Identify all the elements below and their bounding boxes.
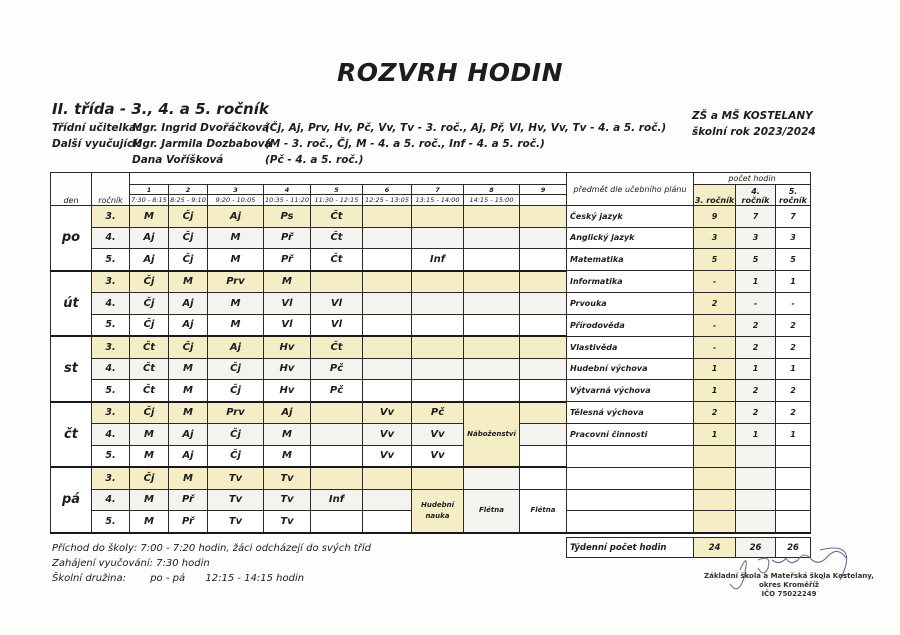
day-label: st <box>51 336 92 402</box>
lesson-cell <box>520 402 567 424</box>
grade-label: 3. <box>92 467 130 489</box>
period-number: 1 <box>130 185 169 195</box>
subject-count-5: 5 <box>776 249 811 271</box>
lesson-cell: Pč <box>311 358 363 380</box>
period-time: 8:25 - 9:10 <box>170 196 206 204</box>
lesson-cell: Hv <box>264 336 311 358</box>
lesson-cell: Čt <box>311 227 363 249</box>
timetable <box>50 172 811 534</box>
lesson-cell <box>412 206 464 228</box>
lesson-cell: Vv <box>363 402 412 424</box>
lesson-cell: Aj <box>264 402 311 424</box>
lesson-cell: M <box>264 424 311 446</box>
grade-label: 3. <box>92 402 130 424</box>
subject-count-5: - <box>776 293 811 315</box>
timetable-row <box>51 489 811 511</box>
lesson-cell <box>464 249 520 271</box>
subject-count-5: 2 <box>776 314 811 336</box>
club-time: 12:15 - 14:15 hodin <box>205 573 305 584</box>
lesson-cell <box>311 467 363 489</box>
merged-lesson: Flétna <box>520 489 567 533</box>
weekly-total-3: 24 <box>694 538 736 558</box>
lesson-cell: Čj <box>169 206 208 228</box>
stamp-line-1: Základní škola a Mateřská škola Kostelany, <box>704 572 874 580</box>
lesson-cell: Čj <box>130 402 169 424</box>
subject-count-4: 3 <box>736 227 776 249</box>
lesson-cell <box>520 293 567 315</box>
lesson-cell: Čj <box>169 227 208 249</box>
lesson-cell <box>412 380 464 402</box>
subject-count-4: - <box>736 293 776 315</box>
lesson-cell <box>464 227 520 249</box>
lesson-cell <box>412 336 464 358</box>
lesson-cell: Čj <box>208 424 264 446</box>
lesson-cell <box>464 380 520 402</box>
subject-count-4 <box>736 489 776 511</box>
staff-subjects-3: (Pč - 4. a 5. roč.) <box>265 154 364 166</box>
lesson-cell <box>520 424 567 446</box>
subject-count-5: 3 <box>776 227 811 249</box>
subject-name <box>567 445 694 467</box>
lesson-cell <box>464 314 520 336</box>
subject-count-3 <box>694 445 736 467</box>
footer-notes <box>52 541 371 586</box>
lesson-cell: Prv <box>208 271 264 293</box>
period-time: 11:30 - 12:15 <box>311 195 363 206</box>
class-title: II. třída - 3., 4. a 5. ročník <box>52 100 269 118</box>
count-col-header: 5. ročník <box>776 185 811 206</box>
lesson-cell: Prv <box>208 402 264 424</box>
subject-count-5 <box>776 467 811 489</box>
lesson-cell <box>412 358 464 380</box>
lesson-cell <box>464 271 520 293</box>
timetable-row <box>51 358 811 380</box>
lesson-cell: Vv <box>363 424 412 446</box>
lesson-cell <box>464 206 520 228</box>
staff-subjects-1: (Čj, Aj, Prv, Hv, Pč, Vv, Tv - 3. roč., Aj, Př, Vl, Hv, Vv, Tv - 4. a 5. roč.) <box>265 122 667 134</box>
lesson-cell: Hv <box>264 380 311 402</box>
lesson-cell <box>311 511 363 533</box>
school-year: školní rok 2023/2024 <box>692 126 816 138</box>
subject-count-3: 1 <box>694 358 736 380</box>
lesson-cell <box>311 271 363 293</box>
period-number: 8 <box>464 185 520 195</box>
lesson-cell <box>412 293 464 315</box>
subject-name: Vlastivěda <box>567 336 694 358</box>
subject-count-5: 2 <box>776 336 811 358</box>
lesson-cell: Aj <box>169 445 208 467</box>
lesson-cell <box>412 467 464 489</box>
subject-count-3 <box>694 511 736 533</box>
lesson-cell: Čj <box>208 358 264 380</box>
lesson-cell: M <box>169 402 208 424</box>
lesson-cell: Aj <box>208 206 264 228</box>
subject-count-3: - <box>694 336 736 358</box>
lesson-cell <box>464 336 520 358</box>
subject-count-5: 2 <box>776 402 811 424</box>
day-label: po <box>51 206 92 271</box>
lesson-cell: M <box>130 511 169 533</box>
lesson-cell: Tv <box>264 467 311 489</box>
lesson-cell: Čj <box>208 445 264 467</box>
grade-label: 3. <box>92 336 130 358</box>
period-number: 4 <box>264 185 311 195</box>
lesson-cell: Čj <box>208 380 264 402</box>
lesson-cell: Inf <box>412 249 464 271</box>
timetable-row <box>51 314 811 336</box>
subject-count-4: 5 <box>736 249 776 271</box>
lesson-cell: Tv <box>264 489 311 511</box>
lesson-cell <box>520 227 567 249</box>
lesson-cell: M <box>264 271 311 293</box>
lesson-cell <box>520 467 567 489</box>
grade-label: 5. <box>92 511 130 533</box>
period-time <box>520 195 567 206</box>
merged-lesson: Hudební nauka <box>412 489 464 533</box>
lesson-cell <box>311 402 363 424</box>
subject-name: Přírodověda <box>567 314 694 336</box>
lesson-cell: Aj <box>169 293 208 315</box>
lesson-cell <box>520 445 567 467</box>
period-number: 2 <box>169 185 208 195</box>
grade-label: 5. <box>92 249 130 271</box>
subject-count-4 <box>736 445 776 467</box>
timetable-row <box>51 445 811 467</box>
timetable-row <box>51 227 811 249</box>
subject-name: Tělesná výchova <box>567 402 694 424</box>
lesson-cell: Vv <box>412 445 464 467</box>
merged-lesson: Flétna <box>464 489 520 533</box>
timetable-row <box>51 271 811 293</box>
subject-name: Prvouka <box>567 293 694 315</box>
lesson-cell: Čt <box>311 249 363 271</box>
lesson-cell <box>520 271 567 293</box>
lesson-cell: M <box>130 489 169 511</box>
lesson-cell: M <box>169 467 208 489</box>
weekly-total-4: 26 <box>736 538 776 558</box>
period-time: 13:15 - 14:00 <box>412 195 464 206</box>
club-label: Školní družina: <box>52 573 126 584</box>
weekly-total-label: Týdenní počet hodin <box>567 538 694 558</box>
lesson-cell <box>520 314 567 336</box>
lesson-cell: M <box>169 358 208 380</box>
subject-name <box>567 511 694 533</box>
subject-count-4: 2 <box>736 336 776 358</box>
lesson-cell: Čj <box>130 293 169 315</box>
lesson-cell: Tv <box>208 489 264 511</box>
lesson-cell: Tv <box>208 511 264 533</box>
lesson-cell: Čt <box>130 358 169 380</box>
subject-count-3: 5 <box>694 249 736 271</box>
header-count-group: počet hodin <box>694 173 811 185</box>
club-note <box>52 571 371 586</box>
lesson-cell: Vv <box>363 445 412 467</box>
lesson-cell <box>311 445 363 467</box>
subject-count-4: 2 <box>736 314 776 336</box>
lesson-cell <box>363 249 412 271</box>
timetable-row <box>51 424 811 446</box>
subject-name: Informatika <box>567 271 694 293</box>
lesson-cell <box>520 249 567 271</box>
weekly-total-5: 26 <box>776 538 811 558</box>
staff-name-1: Mgr. Ingrid Dvořáčková <box>132 122 270 134</box>
subject-count-4: 2 <box>736 380 776 402</box>
subject-count-4 <box>736 467 776 489</box>
school-info <box>692 108 816 140</box>
lesson-cell: M <box>130 424 169 446</box>
lesson-cell: Hv <box>264 358 311 380</box>
subject-name: Výtvarná výchova <box>567 380 694 402</box>
lesson-cell: Aj <box>130 249 169 271</box>
lesson-cell: Čj <box>169 336 208 358</box>
lesson-cell: Př <box>169 489 208 511</box>
day-label: pá <box>51 467 92 533</box>
header-subject: předmět dle učebního plánu <box>567 173 694 206</box>
lesson-cell <box>363 511 412 533</box>
lesson-cell <box>520 380 567 402</box>
lesson-cell <box>363 489 412 511</box>
subject-count-5: 1 <box>776 358 811 380</box>
lesson-cell <box>363 380 412 402</box>
lesson-cell: Vv <box>412 424 464 446</box>
staff-subjects-2: (M - 3. roč., Čj, M - 4. a 5. roč., Inf - 4. a 5. roč.) <box>265 138 545 150</box>
period-number: 6 <box>363 185 412 195</box>
subject-count-3: - <box>694 271 736 293</box>
lesson-cell: Aj <box>208 336 264 358</box>
lesson-cell: Čt <box>130 380 169 402</box>
lesson-cell <box>363 271 412 293</box>
lesson-cell: Pč <box>412 402 464 424</box>
grade-label: 4. <box>92 227 130 249</box>
lesson-cell <box>464 358 520 380</box>
lesson-cell: Čj <box>130 314 169 336</box>
header-periods-blank <box>130 173 567 185</box>
timetable-row <box>51 402 811 424</box>
lesson-cell <box>363 358 412 380</box>
stamp-line-3: IČO 75022249 <box>761 590 817 598</box>
arrival-note: Příchod do školy: 7:00 - 7:20 hodin, žáci odcházejí do svých tříd <box>52 543 372 554</box>
lesson-cell: Čj <box>130 467 169 489</box>
school-stamp <box>704 572 874 599</box>
subject-count-4: 2 <box>736 402 776 424</box>
subject-count-4: 7 <box>736 206 776 228</box>
subject-name: Pracovní činnosti <box>567 424 694 446</box>
header-den: den <box>51 173 92 206</box>
count-col-header: 4. ročník <box>736 185 776 206</box>
grade-label: 3. <box>92 206 130 228</box>
header-rocnik: ročník <box>92 173 130 206</box>
subject-name: Hudební výchova <box>567 358 694 380</box>
lesson-cell: M <box>264 445 311 467</box>
count-col-header: 3. ročník <box>694 185 736 206</box>
period-time: 7:30 - 8:15 <box>131 196 167 204</box>
period-time: 14:15 - 15:00 <box>464 195 520 206</box>
day-label: út <box>51 271 92 337</box>
lesson-cell <box>412 227 464 249</box>
subject-name: Anglický jazyk <box>567 227 694 249</box>
lesson-cell: M <box>130 206 169 228</box>
lesson-cell: Vl <box>311 314 363 336</box>
lesson-cell: M <box>208 249 264 271</box>
subject-count-3: - <box>694 314 736 336</box>
timetable-row <box>51 293 811 315</box>
subject-count-3: 9 <box>694 206 736 228</box>
lesson-cell <box>520 358 567 380</box>
start-note: Zahájení vyučování: 7:30 hodin <box>52 558 210 569</box>
lesson-cell: Inf <box>311 489 363 511</box>
period-time: 9:20 - 10:05 <box>208 195 264 206</box>
subject-name: Matematika <box>567 249 694 271</box>
lesson-cell <box>363 206 412 228</box>
subject-count-5 <box>776 511 811 533</box>
lesson-cell: Vl <box>311 293 363 315</box>
grade-label: 4. <box>92 358 130 380</box>
grade-label: 5. <box>92 445 130 467</box>
lesson-cell: Vl <box>264 293 311 315</box>
stamp-line-2: okres Kroměříž <box>759 581 819 589</box>
grade-label: 4. <box>92 489 130 511</box>
grade-label: 5. <box>92 380 130 402</box>
lesson-cell: Čj <box>169 249 208 271</box>
period-number: 9 <box>520 185 567 195</box>
lesson-cell <box>520 336 567 358</box>
lesson-cell: Př <box>264 227 311 249</box>
staff-role-2: Další vyučující: <box>52 138 141 150</box>
lesson-cell: Tv <box>264 511 311 533</box>
grade-label: 4. <box>92 424 130 446</box>
period-number: 5 <box>311 185 363 195</box>
lesson-cell <box>311 424 363 446</box>
lesson-cell <box>363 314 412 336</box>
staff-name-3: Dana Voříšková <box>132 154 224 166</box>
lesson-cell: Čt <box>130 336 169 358</box>
lesson-cell <box>520 206 567 228</box>
lesson-cell <box>464 293 520 315</box>
period-number: 3 <box>208 185 264 195</box>
lesson-cell: Aj <box>130 227 169 249</box>
grade-label: 3. <box>92 271 130 293</box>
lesson-cell: Čt <box>311 206 363 228</box>
lesson-cell: M <box>208 227 264 249</box>
grade-label: 4. <box>92 293 130 315</box>
subject-count-4: 1 <box>736 424 776 446</box>
lesson-cell <box>363 467 412 489</box>
period-number: 7 <box>412 185 464 195</box>
subject-count-5: 1 <box>776 271 811 293</box>
lesson-cell <box>363 336 412 358</box>
lesson-cell <box>363 227 412 249</box>
school-name: ZŠ a MŠ KOSTELANY <box>692 110 813 122</box>
subject-name: Český jazyk <box>567 206 694 228</box>
subject-name <box>567 489 694 511</box>
subject-count-5 <box>776 445 811 467</box>
subject-count-3: 3 <box>694 227 736 249</box>
lesson-cell: Př <box>264 249 311 271</box>
subject-count-4: 1 <box>736 358 776 380</box>
timetable-row <box>51 380 811 402</box>
grade-label: 5. <box>92 314 130 336</box>
lesson-cell: Ps <box>264 206 311 228</box>
staff-name-2: Mgr. Jarmila Dozbabová <box>132 138 272 150</box>
lesson-cell: Tv <box>208 467 264 489</box>
club-days: po - pá <box>150 573 186 584</box>
merged-lesson: Náboženství <box>464 402 520 468</box>
subject-count-5 <box>776 489 811 511</box>
day-label: čt <box>51 402 92 468</box>
lesson-cell <box>412 271 464 293</box>
lesson-cell: Čj <box>130 271 169 293</box>
timetable-row <box>51 467 811 489</box>
lesson-cell: M <box>208 293 264 315</box>
lesson-cell: Čt <box>311 336 363 358</box>
lesson-cell <box>412 314 464 336</box>
subject-count-5: 7 <box>776 206 811 228</box>
subject-name <box>567 467 694 489</box>
lesson-cell: M <box>169 380 208 402</box>
subject-count-3 <box>694 467 736 489</box>
subject-count-3 <box>694 489 736 511</box>
lesson-cell: M <box>130 445 169 467</box>
subject-count-3: 1 <box>694 424 736 446</box>
lesson-cell: Vl <box>264 314 311 336</box>
subject-count-5: 2 <box>776 380 811 402</box>
period-time: 12:25 - 13:05 <box>363 195 412 206</box>
subject-count-5: 1 <box>776 424 811 446</box>
timetable-row <box>51 206 811 228</box>
lesson-cell: Aj <box>169 424 208 446</box>
lesson-cell: M <box>208 314 264 336</box>
page-title: ROZVRH HODIN <box>336 58 563 87</box>
lesson-cell <box>464 467 520 489</box>
lesson-cell: Př <box>169 511 208 533</box>
lesson-cell: Aj <box>169 314 208 336</box>
staff-role-1: Třídní učitelka: <box>52 122 141 134</box>
lesson-cell: Pč <box>311 380 363 402</box>
subject-count-3: 2 <box>694 293 736 315</box>
period-time: 10:35 - 11:20 <box>265 196 309 204</box>
lesson-cell <box>363 293 412 315</box>
timetable-row <box>51 336 811 358</box>
subject-count-3: 1 <box>694 380 736 402</box>
subject-count-4: 1 <box>736 271 776 293</box>
subject-count-4 <box>736 511 776 533</box>
lesson-cell: M <box>169 271 208 293</box>
timetable-row <box>51 249 811 271</box>
subject-count-3: 2 <box>694 402 736 424</box>
